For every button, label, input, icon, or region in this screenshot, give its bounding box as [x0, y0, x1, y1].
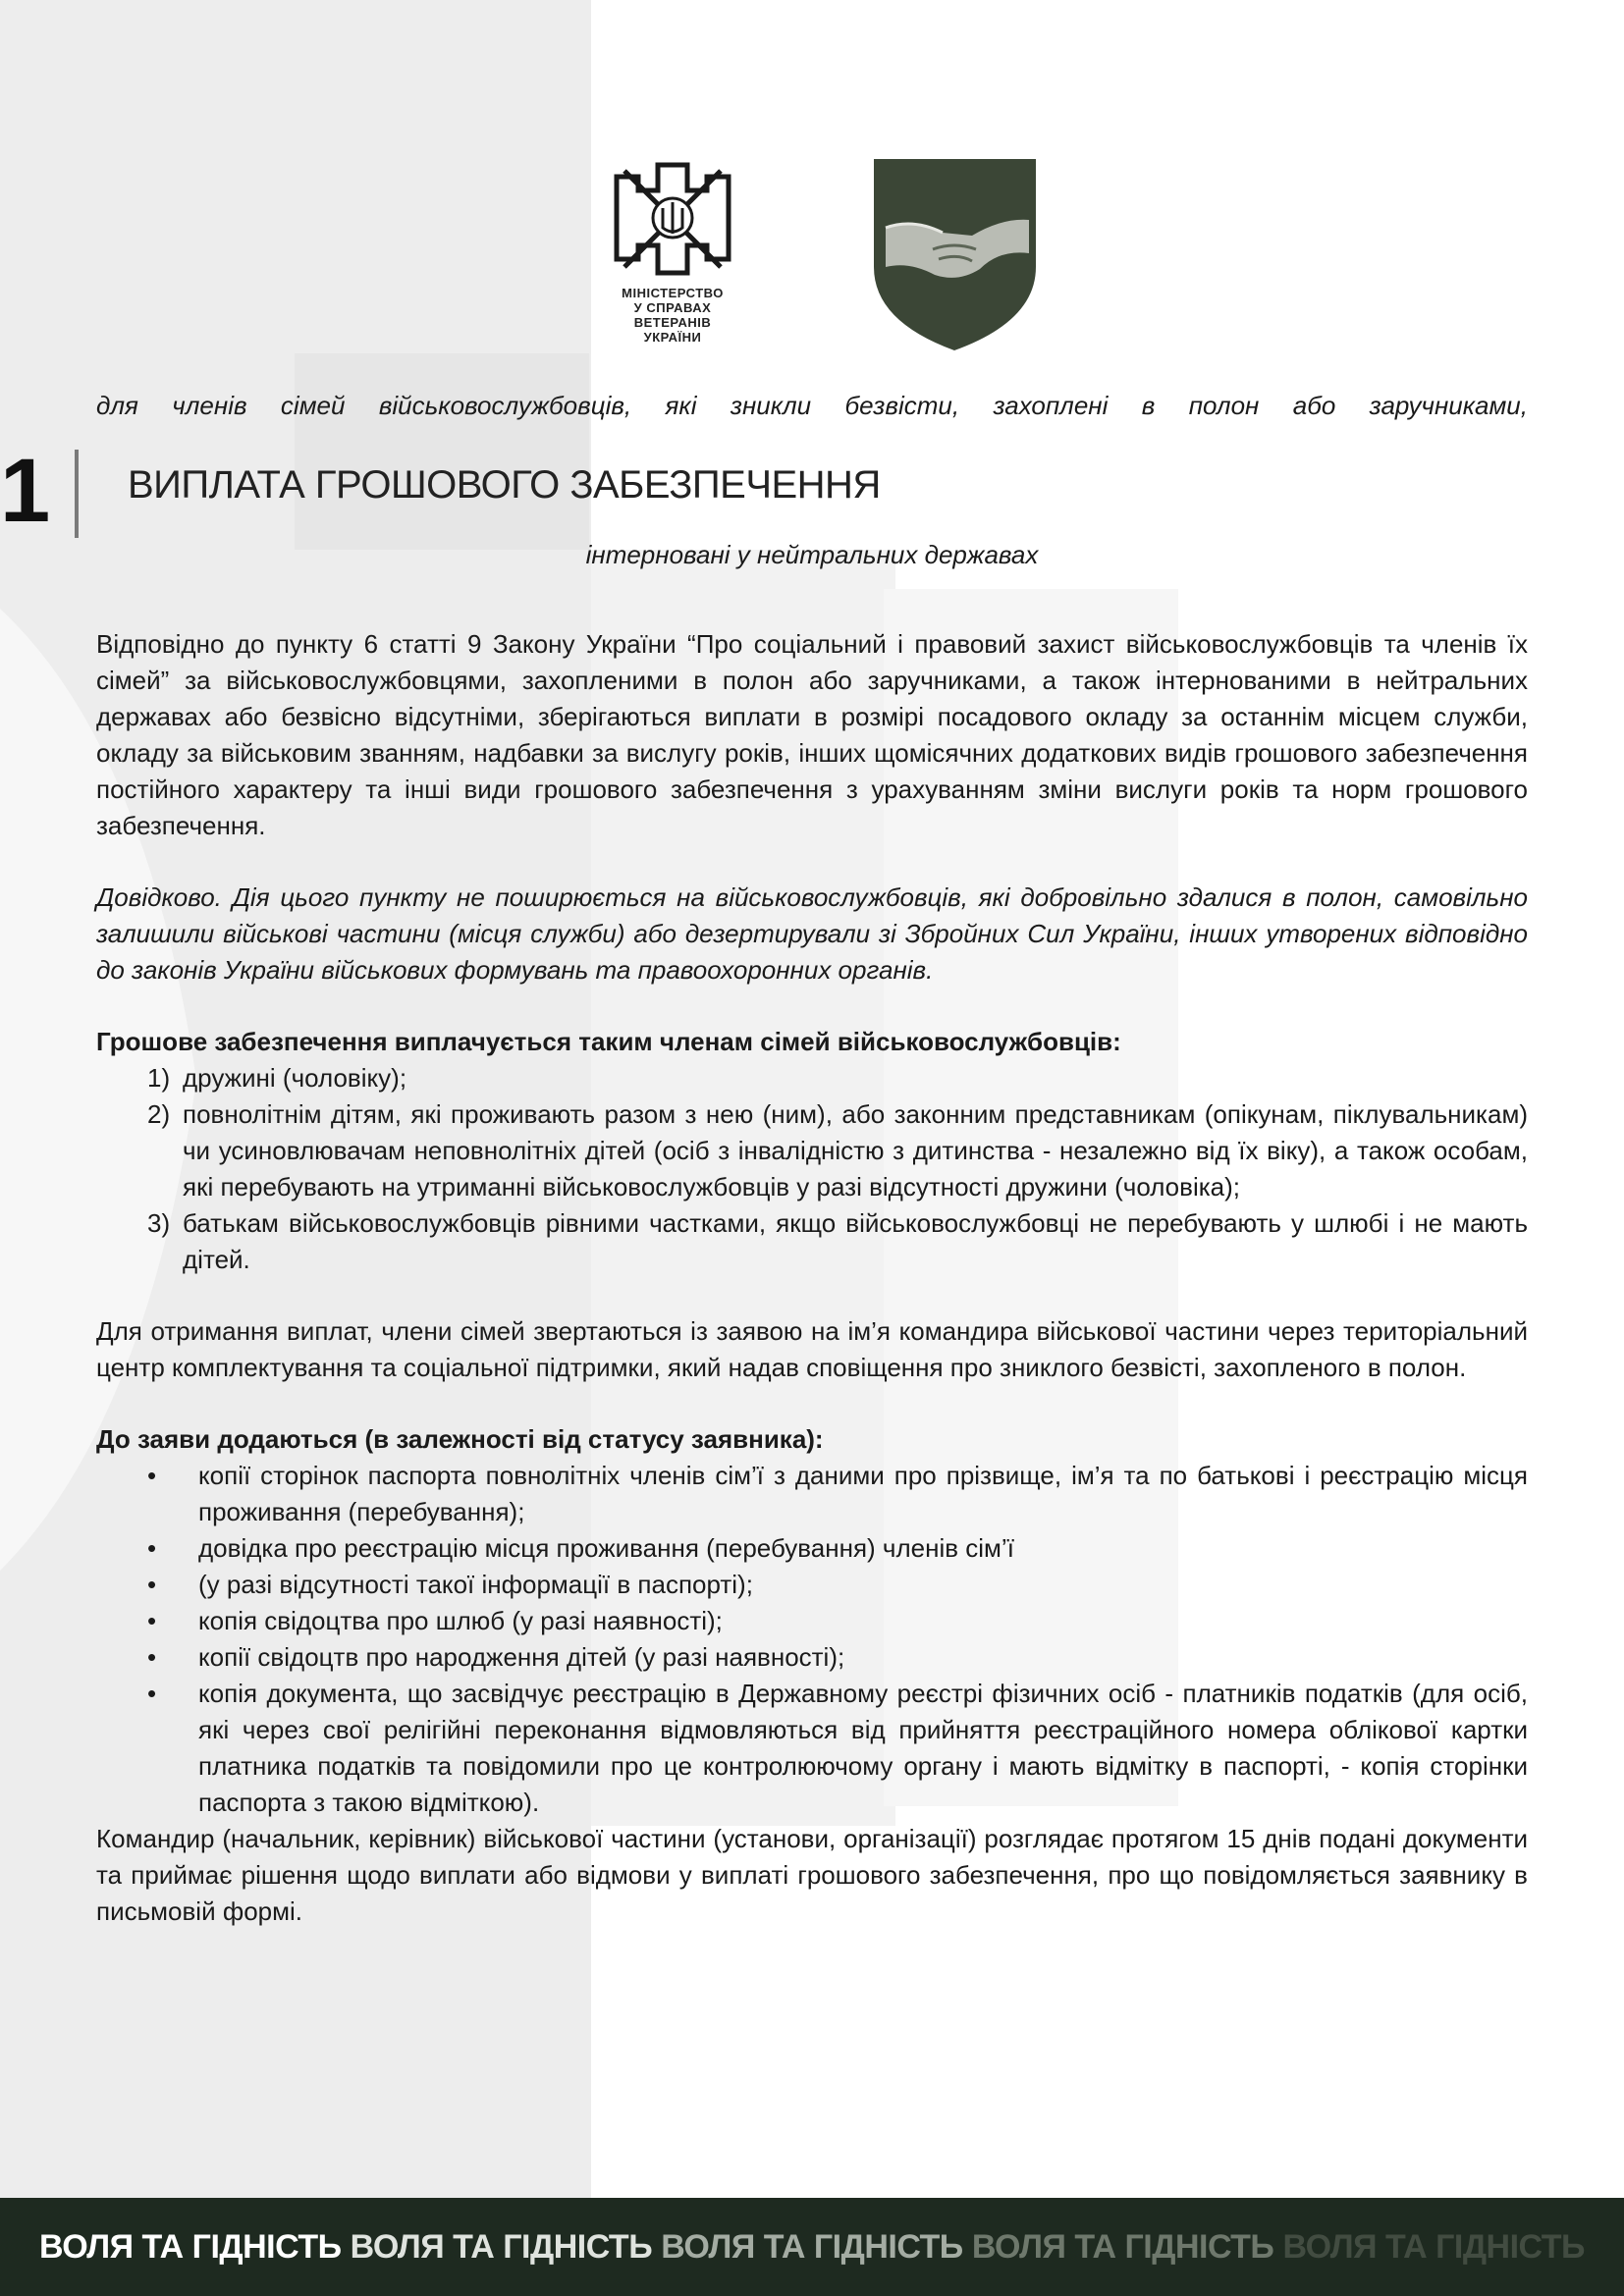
header-logos — [609, 157, 1041, 353]
reference-note: Довідково. Дія цього пункту не поширюється на військовослужбовців, які добровільно здалися в полон, самовільно залишили військові частини (місця служби) або дезертирували зі Збройних Сил України, інших утворених відповідно до законів України військових формувань та правоохоронних органів. — [96, 882, 1528, 985]
handshake-shield-icon — [874, 159, 1036, 350]
section-divider — [75, 450, 79, 538]
bullet: • — [147, 1606, 157, 1635]
footer-slogan: ВОЛЯ ТА ГІДНІСТЬ — [39, 2227, 342, 2266]
bullet: • — [147, 1642, 157, 1672]
footer-slogan: ВОЛЯ ТА ГІДНІСТЬ — [350, 2227, 653, 2266]
list-item-text: копія свідоцтва про шлюб (у разі наявності); — [198, 1606, 723, 1635]
list-item-text: повнолітнім дітям, які проживають разом з нею (ним), або законним представникам (опікунам, піклувальникам) чи усиновлювачам неповнолітніх дітей (осіб з інвалідністю з дитинства - незалежно від їх віку), а також особам, які перебувають на утриманні військовослужбовців у разі відсутності дружини (чоловіка); — [183, 1099, 1528, 1201]
ministry-line: УКРАЇНИ — [643, 330, 702, 345]
footer-slogan: ВОЛЯ ТА ГІДНІСТЬ — [971, 2227, 1274, 2266]
section-title: ВИПЛАТА ГРОШОВОГО ЗАБЕЗПЕЧЕННЯ — [128, 463, 881, 507]
list-item — [96, 1567, 1528, 1603]
ministry-line: У СПРАВАХ — [633, 300, 712, 315]
footer-banner — [0, 2198, 1624, 2296]
footer-slogan: ВОЛЯ ТА ГІДНІСТЬ — [661, 2227, 963, 2266]
decision-paragraph: Командир (начальник, керівник) військової частини (установи, організації) розглядає протягом 15 днів подані документи та приймає рішення щодо виплати або відмови у виплаті грошового забезпечення, про що повідомляється заявнику в письмовій формі. — [96, 1824, 1528, 1926]
list-item-text: дружині (чоловіку); — [183, 1063, 407, 1093]
list-item-text: копії сторінок паспорта повнолітніх членів сім’ї з даними про прізвище, ім’я та по батькові і реєстрацію місця проживання (перебування); — [198, 1461, 1528, 1526]
bullet: • — [147, 1679, 157, 1708]
list-item-text: (у разі відсутності такої інформації в паспорті); — [198, 1570, 753, 1599]
recipients-heading: Грошове забезпечення виплачується таким членам сімей військовослужбовців: — [96, 1027, 1121, 1056]
bullet: • — [147, 1533, 157, 1563]
recipients-list — [96, 1060, 1528, 1278]
list-item — [96, 1530, 1528, 1567]
list-item — [96, 1096, 1528, 1205]
footer-slogan: ВОЛЯ ТА ГІДНІСТЬ — [1282, 2227, 1585, 2266]
list-item — [96, 1639, 1528, 1676]
ministry-line: МІНІСТЕРСТВО — [622, 286, 724, 300]
list-marker: 1) — [147, 1063, 171, 1093]
list-item — [96, 1603, 1528, 1639]
intro-paragraph: Відповідно до пункту 6 статті 9 Закону України “Про соціальний і правовий захист військовослужбовців та членів їх сімей” за військовослужбовцями, захопленими в полон або заручниками, а також інтернованими в нейтральних державах або безвісно відсутніми, зберігаються виплати в розмірі посадового окладу за останнім місцем служби, окладу за військовим званням, надбавки за вислугу років, інших щомісячних додаткових видів грошового забезпечення постійного характеру та інші види грошового забезпечення з урахуванням зміни вислуги років та норм грошового забезпечення. — [96, 629, 1528, 840]
ministry-line: ВЕТЕРАНІВ — [633, 315, 712, 330]
list-item — [96, 1458, 1528, 1530]
application-paragraph: Для отримання виплат, члени сімей звертаються із заявою на ім’я командира військової частини через територіальний центр комплектування та соціальної підтримки, який надав сповіщення про зниклого безвісті, захопленого в полон. — [96, 1316, 1528, 1382]
document-body — [96, 626, 1528, 1930]
documents-list — [96, 1458, 1528, 1821]
subtitle-text: інтерновані у нейтральних державах — [585, 540, 1039, 569]
trident-cross-icon — [609, 157, 736, 281]
ministry-logo — [609, 157, 736, 353]
section-number: 1 — [0, 441, 51, 541]
list-item — [96, 1676, 1528, 1821]
list-item — [96, 1060, 1528, 1096]
section-subtitle-line2 — [0, 540, 1624, 570]
documents-heading: До заяви додаються (в залежності від статусу заявника): — [96, 1424, 824, 1454]
bullet: • — [147, 1570, 157, 1599]
list-item-text: копії свідоцтв про народження дітей (у разі наявності); — [198, 1642, 845, 1672]
bullet: • — [147, 1461, 157, 1490]
section-subtitle-line1: для членів сімей військовослужбовців, які зникли безвісти, захоплені в полон або заручниками, — [96, 391, 1528, 420]
list-item — [96, 1205, 1528, 1278]
list-marker: 2) — [147, 1099, 171, 1129]
list-item-text: батькам військовослужбовців рівними частками, якщо військовослужбовці не перебувають у шлюбі і не мають дітей. — [183, 1208, 1528, 1274]
list-marker: 3) — [147, 1208, 171, 1238]
list-item-text: копія документа, що засвідчує реєстрацію в Державному реєстрі фізичних осіб - платників податків (для осіб, які через свої релігійні переконання відмовляються від прийняття реєстраційного номера облікової картки платника податків та повідомили про це контролюючому органу і мають відмітку в паспорті, - копія сторінки паспорта з такою відміткою). — [198, 1679, 1528, 1817]
list-item-text: довідка про реєстрацію місця проживання (перебування) членів сім’ї — [198, 1533, 1014, 1563]
